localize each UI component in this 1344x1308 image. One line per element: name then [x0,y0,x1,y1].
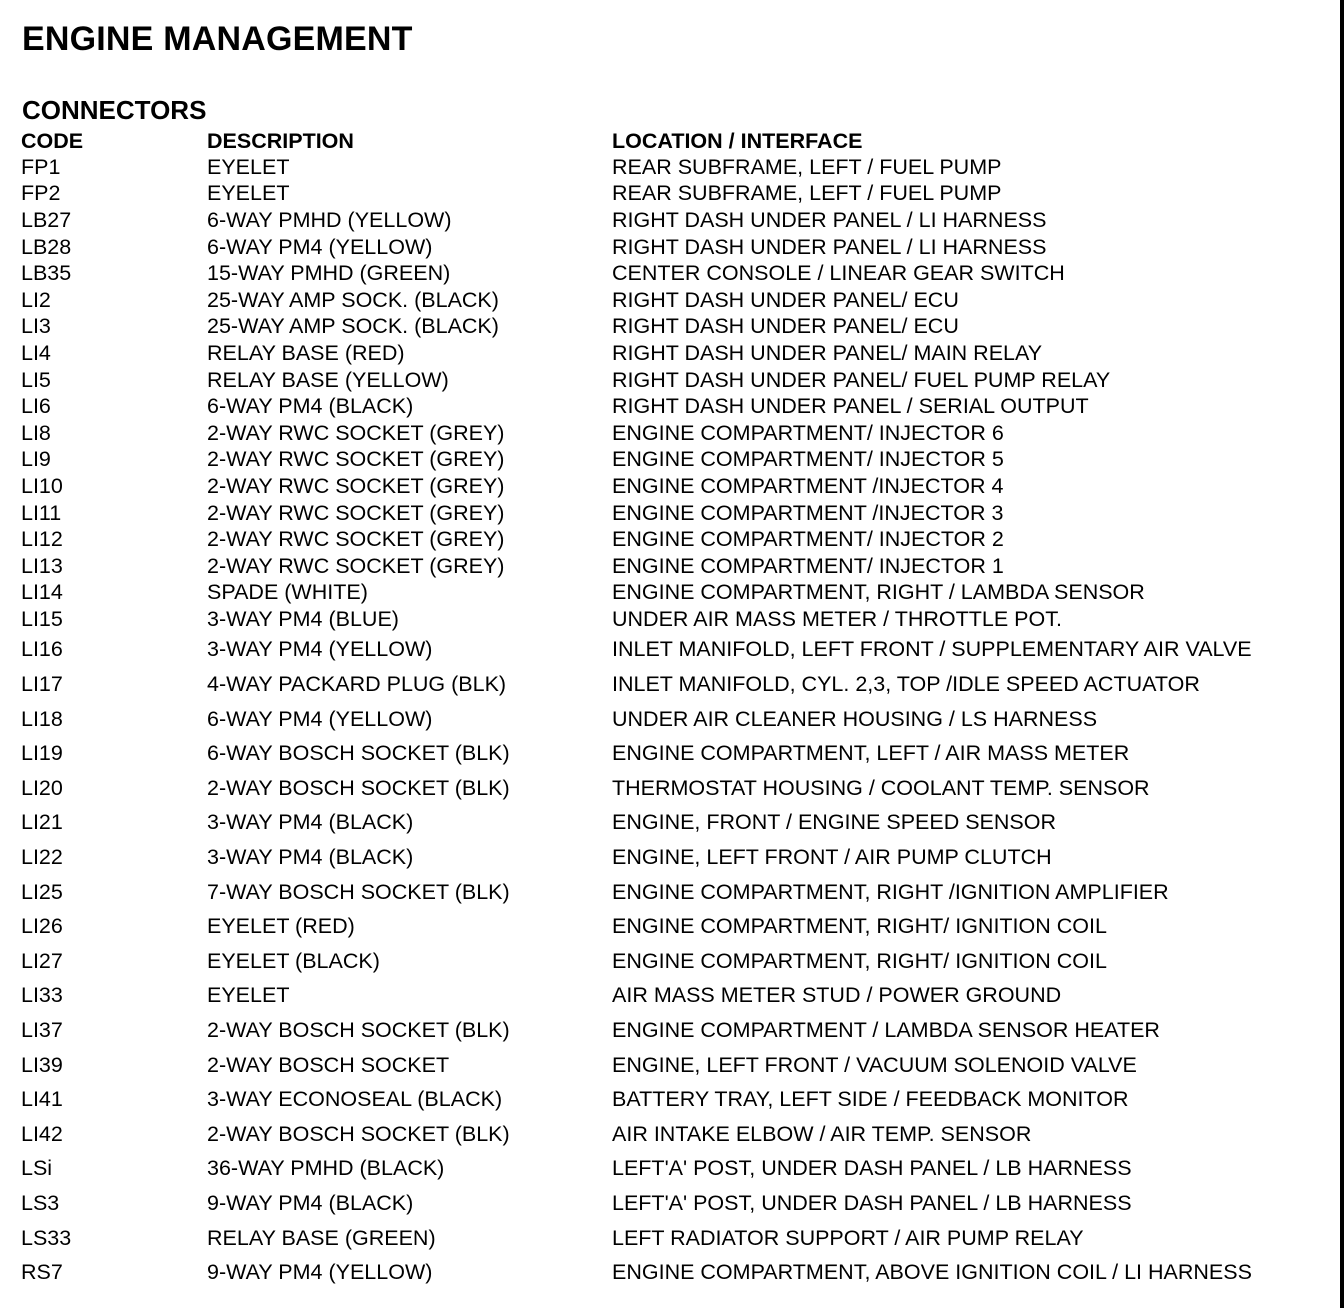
connector-description: 9-WAY PM4 (YELLOW) [207,1260,433,1285]
connector-description: 7-WAY BOSCH SOCKET (BLK) [207,879,510,904]
table-row [21,553,1321,580]
table-row [21,667,1321,702]
connector-description: 25-WAY AMP SOCK. (BLACK) [207,314,499,339]
connector-location: INLET MANIFOLD, CYL. 2,3, TOP /IDLE SPEED ACTUATOR [612,672,1200,697]
connector-description: 2-WAY RWC SOCKET (GREY) [207,420,505,445]
connector-location: ENGINE COMPARTMENT, RIGHT / LAMBDA SENSOR [612,580,1145,605]
connector-location: RIGHT DASH UNDER PANEL/ ECU [612,287,959,312]
connector-location: CENTER CONSOLE / LINEAR GEAR SWITCH [612,261,1065,286]
connector-description: 2-WAY BOSCH SOCKET (BLK) [207,775,510,800]
connector-location: ENGINE COMPARTMENT / LAMBDA SENSOR HEATER [612,1018,1160,1043]
table-row [21,207,1321,234]
header-description: DESCRIPTION [207,128,354,153]
connector-location: RIGHT DASH UNDER PANEL/ FUEL PUMP RELAY [612,367,1111,392]
table-row [21,500,1321,527]
table-row [21,234,1321,261]
connector-description: 3-WAY PM4 (BLACK) [207,845,414,870]
connector-description: 6-WAY PMHD (YELLOW) [207,207,452,232]
connector-location: RIGHT DASH UNDER PANEL/ MAIN RELAY [612,340,1043,365]
table-row [21,393,1321,420]
table-row [21,1186,1321,1221]
connector-code: LS3 [21,1190,60,1215]
connector-code: LI13 [21,553,63,578]
connector-description: 2-WAY RWC SOCKET (GREY) [207,500,505,525]
table-row [21,447,1321,474]
section-title: CONNECTORS [22,95,207,125]
connector-location: ENGINE COMPARTMENT/ INJECTOR 2 [612,527,1004,552]
connector-code: LI10 [21,473,63,498]
header-code: CODE [21,128,84,153]
table-row [21,606,1321,633]
connector-code: LI41 [21,1087,63,1112]
connector-location: LEFT'A' POST, UNDER DASH PANEL / LB HARNESS [612,1156,1132,1181]
table-row [21,1048,1321,1083]
connector-code: LI12 [21,527,63,552]
connector-description: 3-WAY PM4 (BLUE) [207,606,399,631]
connector-location: REAR SUBFRAME, LEFT / FUEL PUMP [612,154,1002,179]
table-row [21,287,1321,314]
table-row [21,1152,1321,1187]
table-row [21,806,1321,841]
connector-location: ENGINE COMPARTMENT, LEFT / AIR MASS METER [612,741,1130,766]
connector-location: ENGINE, LEFT FRONT / AIR PUMP CLUTCH [612,845,1052,870]
table-row [21,1013,1321,1048]
connector-code: LSi [21,1156,53,1181]
connector-location: RIGHT DASH UNDER PANEL / SERIAL OUTPUT [612,394,1089,419]
connector-description: 15-WAY PMHD (GREEN) [207,261,451,286]
connector-code: LI22 [21,845,63,870]
connector-code: LI2 [21,287,51,312]
table-header-row [21,128,1321,154]
table-row [21,154,1321,181]
header-location: LOCATION / INTERFACE [612,128,863,153]
connector-code: LI4 [21,340,51,365]
connector-code: LI27 [21,948,63,973]
connector-description: 6-WAY PM4 (YELLOW) [207,234,433,259]
connector-description: 2-WAY BOSCH SOCKET (BLK) [207,1121,510,1146]
connector-code: FP1 [21,154,61,179]
connector-location: THERMOSTAT HOUSING / COOLANT TEMP. SENSOR [612,775,1150,800]
connector-code: LI21 [21,810,63,835]
table-row [21,1221,1321,1256]
connector-location: LEFT'A' POST, UNDER DASH PANEL / LB HARNESS [612,1190,1132,1215]
table-row [21,771,1321,806]
connector-code: LI17 [21,672,63,697]
connector-location: RIGHT DASH UNDER PANEL / LI HARNESS [612,234,1047,259]
connector-code: LI18 [21,706,63,731]
table-row [21,1255,1321,1290]
table-row [21,580,1321,607]
connector-code: LI26 [21,914,63,939]
table-row [21,340,1321,367]
connector-code: LI42 [21,1121,63,1146]
connector-location: AIR MASS METER STUD / POWER GROUND [612,983,1062,1008]
table-row [21,314,1321,341]
table-row [21,702,1321,737]
connector-description: EYELET [207,181,290,206]
connector-code: LI11 [21,500,62,525]
table-row [21,944,1321,979]
table-row [21,909,1321,944]
connector-code: FP2 [21,181,61,206]
table-row [21,1117,1321,1152]
connector-code: LB35 [21,261,72,286]
connector-location: BATTERY TRAY, LEFT SIDE / FEEDBACK MONITOR [612,1087,1129,1112]
connector-code: LI25 [21,879,63,904]
connector-description: EYELET (RED) [207,914,355,939]
connector-code: LI33 [21,983,63,1008]
table-row [21,526,1321,553]
table-row [21,979,1321,1014]
connector-description: 25-WAY AMP SOCK. (BLACK) [207,287,499,312]
connector-description: RELAY BASE (GREEN) [207,1225,436,1250]
table-row [21,1082,1321,1117]
connector-location: ENGINE COMPARTMENT, RIGHT/ IGNITION COIL [612,948,1107,973]
connector-code: LI19 [21,741,63,766]
connector-code: LI14 [21,580,63,605]
connector-code: LI5 [21,367,51,392]
table-row [21,875,1321,910]
connector-location: INLET MANIFOLD, LEFT FRONT / SUPPLEMENTARY AIR VALVE [612,637,1252,662]
connector-description: 3-WAY PM4 (YELLOW) [207,637,433,662]
connector-description: 3-WAY ECONOSEAL (BLACK) [207,1087,503,1112]
connector-description: 2-WAY RWC SOCKET (GREY) [207,473,505,498]
connector-location: ENGINE COMPARTMENT/ INJECTOR 5 [612,447,1004,472]
connector-location: ENGINE COMPARTMENT, RIGHT /IGNITION AMPLIFIER [612,879,1169,904]
connector-location: RIGHT DASH UNDER PANEL/ ECU [612,314,959,339]
connector-description: EYELET (BLACK) [207,948,380,973]
connector-code: LI39 [21,1052,63,1077]
connector-location: ENGINE COMPARTMENT /INJECTOR 3 [612,500,1004,525]
connector-description: 4-WAY PACKARD PLUG (BLK) [207,672,507,697]
connector-description: 2-WAY BOSCH SOCKET (BLK) [207,1018,510,1043]
connector-location: ENGINE, FRONT / ENGINE SPEED SENSOR [612,810,1057,835]
table-row [21,367,1321,394]
table-row [21,736,1321,771]
connector-description: 6-WAY PM4 (BLACK) [207,394,414,419]
connector-location: UNDER AIR MASS METER / THROTTLE POT. [612,606,1062,631]
connector-description: 36-WAY PMHD (BLACK) [207,1156,445,1181]
connector-description: 6-WAY PM4 (YELLOW) [207,706,433,731]
connector-code: RS7 [21,1260,63,1285]
page-title: ENGINE MANAGEMENT [22,20,413,58]
connector-location: ENGINE COMPARTMENT, RIGHT/ IGNITION COIL [612,914,1107,939]
table-row [21,473,1321,500]
connector-description: 6-WAY BOSCH SOCKET (BLK) [207,741,510,766]
connector-description: EYELET [207,154,290,179]
connector-location: ENGINE COMPARTMENT, ABOVE IGNITION COIL / LI HARNESS [612,1260,1252,1285]
connectors-table [21,128,1321,1290]
connector-code: LI8 [21,420,51,445]
connector-location: LEFT RADIATOR SUPPORT / AIR PUMP RELAY [612,1225,1084,1250]
connector-description: SPADE (WHITE) [207,580,368,605]
connector-code: LI20 [21,775,63,800]
connector-code: LI9 [21,447,51,472]
page-edge-rule [1340,0,1344,1308]
connector-location: UNDER AIR CLEANER HOUSING / LS HARNESS [612,706,1098,731]
connector-description: 2-WAY RWC SOCKET (GREY) [207,447,505,472]
connector-description: 9-WAY PM4 (BLACK) [207,1190,414,1215]
connector-location: ENGINE COMPARTMENT /INJECTOR 4 [612,473,1004,498]
connector-location: ENGINE COMPARTMENT/ INJECTOR 6 [612,420,1004,445]
connector-location: RIGHT DASH UNDER PANEL / LI HARNESS [612,207,1047,232]
connector-description: 2-WAY BOSCH SOCKET [207,1052,450,1077]
table-row [21,840,1321,875]
connector-code: LB28 [21,234,72,259]
table-row [21,260,1321,287]
connector-code: LS33 [21,1225,72,1250]
table-row [21,181,1321,208]
connector-code: LI3 [21,314,51,339]
table-row [21,420,1321,447]
connector-description: 3-WAY PM4 (BLACK) [207,810,414,835]
connector-description: 2-WAY RWC SOCKET (GREY) [207,527,505,552]
connector-code: LB27 [21,207,72,232]
connector-description: 2-WAY RWC SOCKET (GREY) [207,553,505,578]
connector-location: ENGINE, LEFT FRONT / VACUUM SOLENOID VALVE [612,1052,1137,1077]
connector-description: EYELET [207,983,290,1008]
connector-code: LI16 [21,637,63,662]
connector-location: REAR SUBFRAME, LEFT / FUEL PUMP [612,181,1002,206]
connector-description: RELAY BASE (RED) [207,340,405,365]
table-row [21,633,1321,668]
connector-code: LI15 [21,606,63,631]
table-body [21,154,1321,1290]
connector-location: AIR INTAKE ELBOW / AIR TEMP. SENSOR [612,1121,1032,1146]
connector-code: LI37 [21,1018,63,1043]
connector-code: LI6 [21,394,51,419]
connector-location: ENGINE COMPARTMENT/ INJECTOR 1 [612,553,1004,578]
connector-description: RELAY BASE (YELLOW) [207,367,449,392]
